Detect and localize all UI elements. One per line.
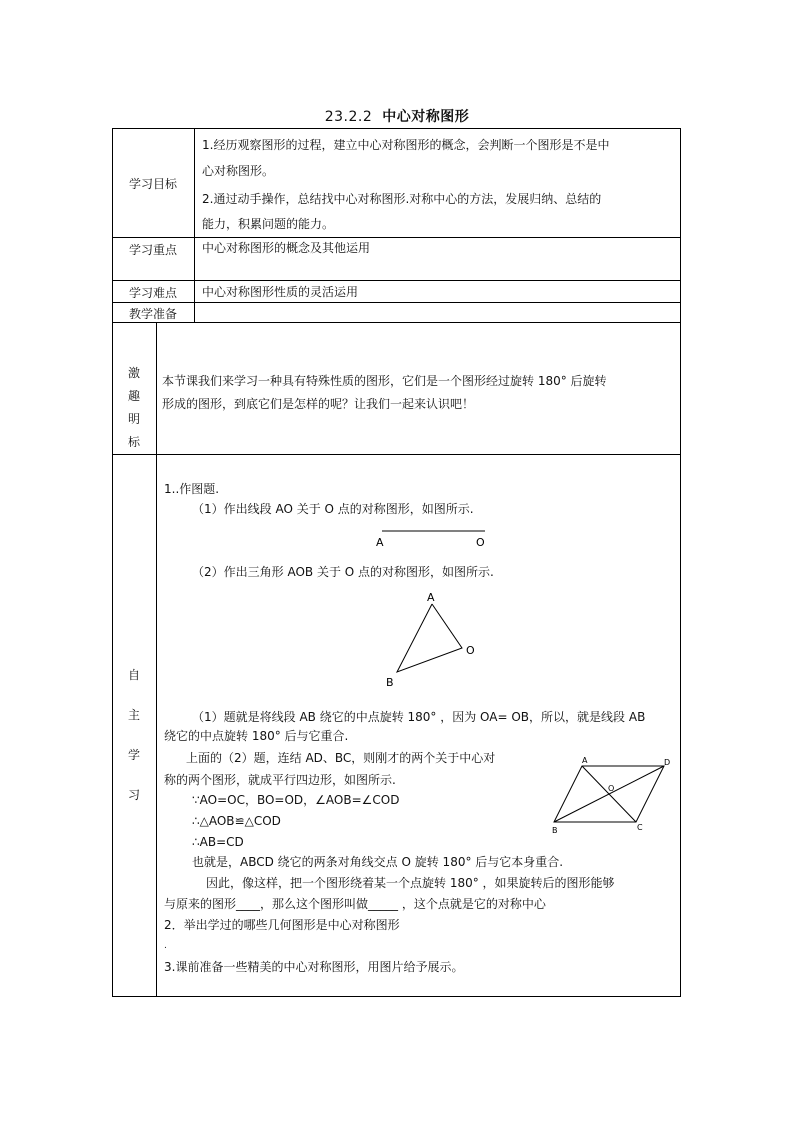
- definition-line-1: 因此，像这样，把一个图形绕着某一个点旋转 180° ，如果旋转后的图形能够: [206, 876, 615, 890]
- segment-label-o: O: [476, 536, 485, 549]
- difficulty-text: 中心对称图形性质的灵活运用: [202, 285, 359, 299]
- row-divider: [112, 322, 681, 323]
- triangle-aob-figure: [380, 590, 480, 690]
- para-label-a: A: [582, 756, 588, 765]
- table-border-left: [112, 128, 113, 997]
- para-label-b: B: [552, 826, 558, 835]
- lesson-table: [112, 128, 681, 997]
- row-divider: [112, 454, 681, 455]
- para-label-o: O: [608, 784, 615, 793]
- explain-2-line-2: 称的两个图形，就成平行四边形，如图所示.: [164, 773, 396, 787]
- question-2: 2．举出学过的哪些几何图形是中心对称图形: [164, 918, 400, 932]
- para-label-c: C: [637, 823, 643, 832]
- label-preparation: 教学准备: [128, 307, 177, 321]
- explain-1-line-2: 绕它的中点旋转 180° 后与它重合.: [164, 729, 349, 743]
- conclusion: 也就是，ABCD 绕它的两条对角线交点 O 旋转 180° 后与它本身重合.: [192, 855, 564, 869]
- col-divider: [156, 322, 157, 997]
- section-number: 23.2.2: [324, 109, 373, 125]
- goals-line-2: 心对称图形。: [202, 164, 275, 178]
- label-goals: 学习目标: [128, 177, 177, 191]
- key-points-text: 中心对称图形的概念及其他运用: [202, 241, 371, 255]
- question-3: 3.课前准备一些精美的中心对称图形，用图片给予展示。: [164, 960, 464, 974]
- segment-label-a: A: [376, 536, 384, 549]
- proof-line-2: ∴△AOB≌△COD: [192, 814, 281, 828]
- triangle-label-b: B: [386, 676, 394, 689]
- label-difficulty: 学习难点: [128, 286, 177, 300]
- definition-line-2: 与原来的图形____，那么这个图形叫做_____ ，这个点就是它的对称中心: [164, 897, 546, 911]
- q1-title: 1..作图题.: [164, 482, 220, 496]
- label-self-study: 自 主 学 习: [127, 668, 140, 802]
- goals-line-4: 能力，积累问题的能力。: [202, 217, 335, 231]
- table-border-right: [680, 128, 681, 997]
- page-title: [0, 106, 794, 126]
- triangle-label-a: A: [427, 591, 435, 604]
- q1-part-1: （1）作出线段 AO 关于 O 点的对称图形，如图所示.: [192, 502, 474, 516]
- triangle-label-o: O: [466, 644, 475, 657]
- table-border-top: [112, 128, 681, 129]
- col-divider: [194, 128, 195, 322]
- intro-line-2: 形成的图形，到底它们是怎样的呢？让我们一起来认识吧！: [162, 397, 475, 411]
- row-divider: [112, 237, 681, 238]
- parallelogram-figure: [548, 752, 678, 838]
- goals-line-3: 2.通过动手操作，总结找中心对称图形.对称中心的方法，发展归纳、总结的: [202, 192, 602, 206]
- para-label-d: D: [664, 758, 671, 767]
- table-border-bottom: [112, 996, 681, 997]
- proof-line-3: ∴AB=CD: [192, 835, 244, 849]
- stray-dot: .: [164, 941, 167, 951]
- explain-1-line-1: （1）题就是将线段 AB 绕它的中点旋转 180° ，因为 OA= OB，所以，就是线段 AB: [192, 710, 646, 724]
- explain-2-line-1: 上面的（2）题，连结 AD、BC，则刚才的两个关于中心对: [186, 751, 496, 765]
- proof-line-1: ∵AO=OC，BO=OD，∠AOB=∠COD: [192, 793, 400, 807]
- label-key-points: 学习重点: [128, 243, 177, 257]
- intro-line-1: 本节课我们来学习一种具有特殊性质的图形，它们是一个图形经过旋转 180° 后旋转: [162, 374, 607, 388]
- label-intro: 激 趣 明 标: [127, 366, 140, 449]
- goals-line-1: 1.经历观察图形的过程，建立中心对称图形的概念，会判断一个图形是不是中: [202, 138, 610, 152]
- section-title: 中心对称图形: [382, 109, 470, 125]
- row-divider: [112, 280, 681, 281]
- segment-ao-figure: [370, 522, 500, 550]
- q1-part-2: （2）作出三角形 AOB 关于 O 点的对称图形，如图所示.: [192, 565, 494, 579]
- row-divider: [112, 302, 681, 303]
